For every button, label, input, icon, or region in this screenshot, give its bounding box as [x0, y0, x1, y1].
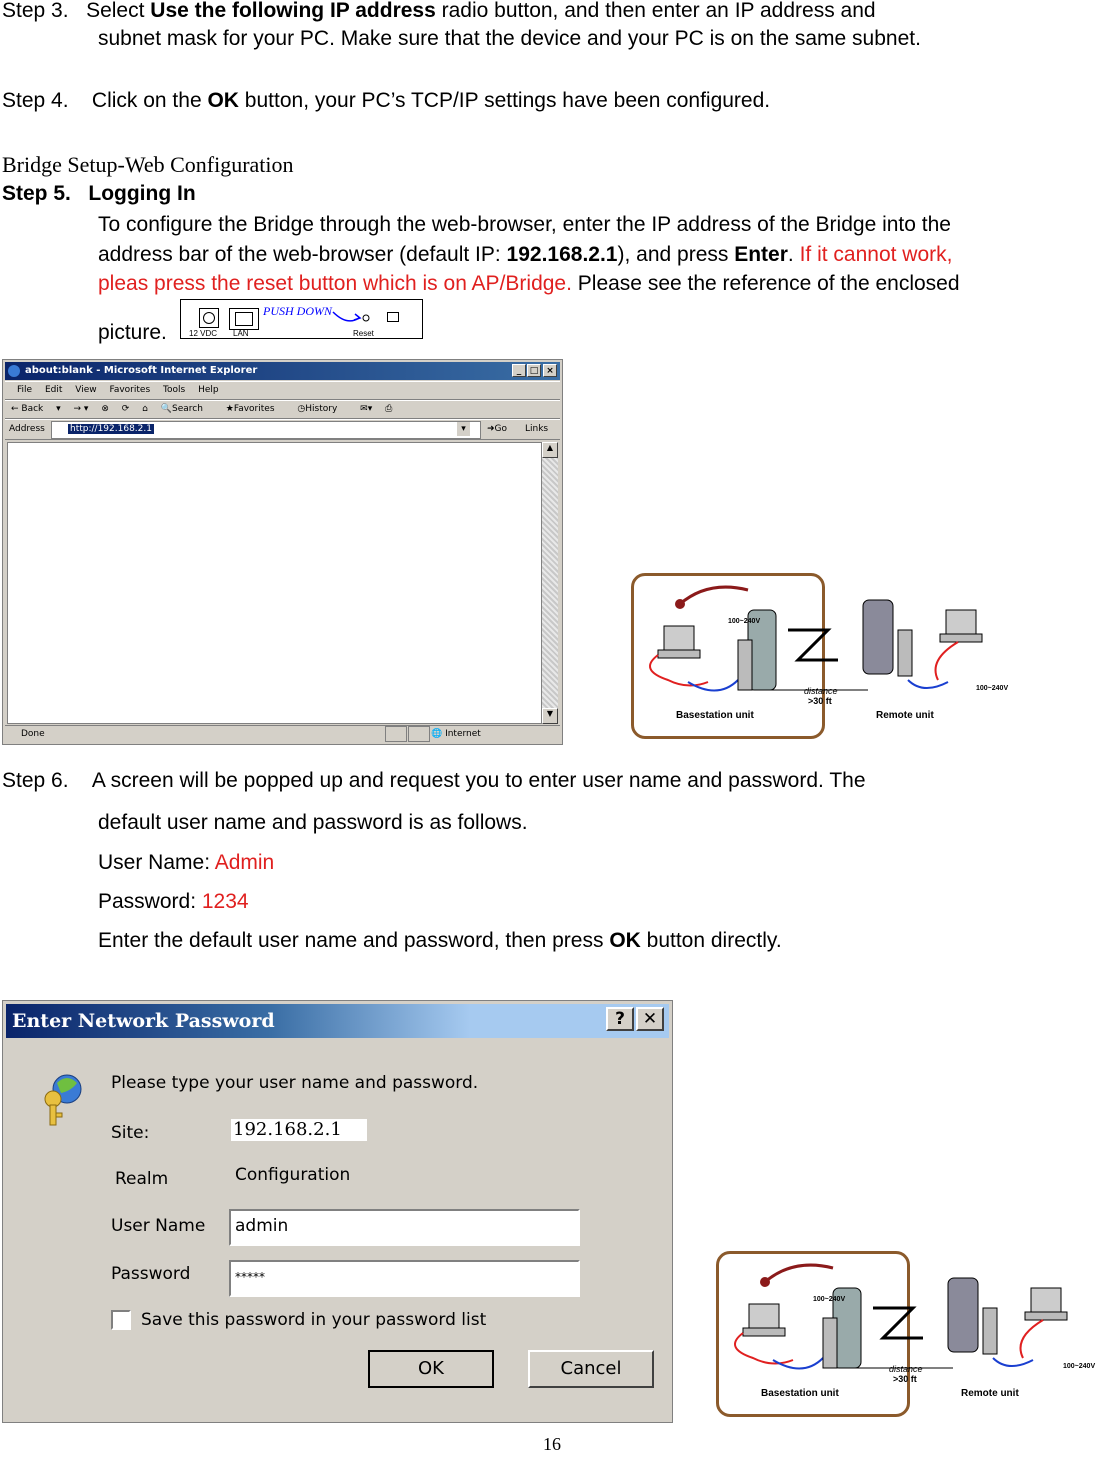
remote-label-2: Remote unit	[961, 1388, 1019, 1399]
section-heading: Bridge Setup-Web Configuration	[2, 152, 294, 177]
home-icon[interactable]: ⌂	[142, 404, 148, 414]
reset-button-icon	[387, 312, 399, 322]
port2-label: LAN	[233, 329, 249, 338]
reset-arrow-icon	[331, 308, 371, 328]
maximize-button[interactable]: □	[527, 364, 541, 377]
menu-favorites[interactable]: Favorites	[109, 385, 151, 395]
base-label-2: Basestation unit	[761, 1388, 839, 1399]
distance-label: distance	[804, 686, 838, 696]
port3-label: Reset	[353, 329, 374, 338]
scroll-down-icon[interactable]: ▼	[542, 708, 558, 724]
history-button[interactable]: ◷History	[297, 404, 338, 414]
ie-icon	[8, 365, 20, 377]
dialog-prompt: Please type your user name and password.	[111, 1073, 479, 1093]
favorites-button[interactable]: ★Favorites	[225, 404, 275, 414]
forward-button[interactable]: → ▾	[73, 404, 89, 414]
password-input[interactable]: *****	[229, 1260, 580, 1297]
power-port-icon	[199, 308, 219, 328]
chevron-down-icon[interactable]: ▾	[457, 422, 470, 436]
mail-icon[interactable]: ✉▾	[360, 404, 373, 414]
back-button[interactable]: ← Back ▾	[11, 404, 61, 414]
step5-line4: picture.	[98, 321, 167, 344]
save-password-label: Save this password in your password list	[141, 1310, 487, 1330]
save-password-checkbox[interactable]	[111, 1310, 131, 1330]
step6-password: Password: 1234	[98, 890, 249, 913]
password-dialog	[2, 1000, 673, 1423]
search-button[interactable]: 🔍Search	[160, 404, 203, 414]
menu-view[interactable]: View	[75, 385, 97, 395]
password-label: Password	[111, 1264, 191, 1284]
menu-help[interactable]: Help	[198, 385, 219, 395]
key-icon	[41, 1069, 101, 1129]
distance-value-2: >30 ft	[893, 1374, 917, 1384]
port1-label: 12 VDC	[189, 329, 218, 338]
cancel-button[interactable]: Cancel	[528, 1350, 654, 1388]
step5-heading: Step 5. Logging In	[2, 182, 196, 205]
realm-label: Realm	[115, 1169, 169, 1189]
address-label: Address	[9, 424, 45, 434]
voltage-right: 100~240V	[976, 685, 1009, 692]
username-label: User Name	[111, 1216, 206, 1236]
voltage-left: 100~240V	[728, 618, 761, 625]
refresh-icon[interactable]: ⟳	[121, 404, 130, 414]
stop-icon[interactable]: ⊗	[101, 404, 109, 414]
status-bar	[5, 725, 560, 742]
step5-line1: To configure the Bridge through the web-browser, enter the IP address of the Bridge into the	[98, 213, 951, 236]
toolbar	[5, 400, 560, 419]
menu-bar	[5, 381, 560, 400]
step3-line2: subnet mask for your PC. Make sure that the device and your PC is on the same subnet.	[98, 27, 921, 50]
device-back-panel	[180, 299, 423, 339]
dialog-close-button[interactable]: ✕	[636, 1007, 664, 1031]
browser-titlebar: about:blank - Microsoft Internet Explorer _ □ ×	[5, 362, 560, 380]
voltage-left-2: 100~240V	[813, 1296, 846, 1303]
distance-value: >30 ft	[808, 696, 832, 706]
go-button[interactable]: ➜Go	[487, 424, 508, 434]
step3-line1: Step 3. Select Use the following IP address radio button, and then enter an IP address and	[2, 0, 876, 22]
address-input[interactable]: http://192.168.2.1 ▾	[51, 421, 481, 439]
bridge-diagram-bottom	[713, 1248, 1103, 1420]
site-value: 192.168.2.1	[231, 1119, 367, 1141]
username-input[interactable]: admin	[229, 1209, 580, 1246]
address-bar	[5, 419, 560, 440]
menu-edit[interactable]: Edit	[44, 385, 63, 395]
ok-button[interactable]: OK	[368, 1350, 494, 1388]
site-label: Site:	[111, 1123, 150, 1143]
help-button[interactable]: ?	[606, 1007, 634, 1031]
step5-line2: address bar of the web-browser (default IP: 192.168.2.1), and press Enter. If it cannot work,	[98, 243, 953, 266]
menu-file[interactable]: File	[17, 385, 33, 395]
close-button[interactable]: ×	[543, 364, 557, 377]
status-done: Done	[21, 729, 45, 739]
step6-username: User Name: Admin	[98, 851, 275, 874]
step6-enter: Enter the default user name and password, then press OK button directly.	[98, 929, 782, 952]
step5-line3: pleas press the reset button which is on AP/Bridge. Please see the reference of the enclosed	[98, 272, 960, 295]
links-button[interactable]: Links	[525, 424, 549, 434]
dialog-titlebar: Enter Network Password	[6, 1004, 669, 1038]
distance-label-2: distance	[889, 1364, 923, 1374]
menu-tools[interactable]: Tools	[163, 385, 186, 395]
voltage-right-2: 100~240V	[1063, 1363, 1096, 1370]
print-icon[interactable]: ⎙	[385, 404, 393, 414]
push-down-label: PUSH DOWN	[263, 304, 332, 318]
browser-content[interactable]	[7, 442, 542, 724]
scroll-up-icon[interactable]: ▲	[542, 442, 558, 458]
vertical-scrollbar[interactable]	[542, 442, 558, 724]
internet-zone: 🌐 Internet	[431, 729, 481, 739]
base-label: Basestation unit	[676, 710, 754, 721]
bridge-diagram-top	[628, 570, 1013, 742]
step6-line1: Step 6. A screen will be popped up and request you to enter user name and password. The	[2, 769, 866, 792]
page-number: 16	[543, 1434, 561, 1454]
minimize-button[interactable]: _	[512, 364, 526, 377]
realm-value: Configuration	[235, 1165, 351, 1185]
step6-line2: default user name and password is as follows.	[98, 811, 528, 834]
lan-port-icon	[229, 308, 259, 330]
browser-window	[2, 359, 563, 745]
remote-label: Remote unit	[876, 710, 934, 721]
step4: Step 4. Click on the OK button, your PC’s TCP/IP settings have been configured.	[2, 89, 771, 112]
